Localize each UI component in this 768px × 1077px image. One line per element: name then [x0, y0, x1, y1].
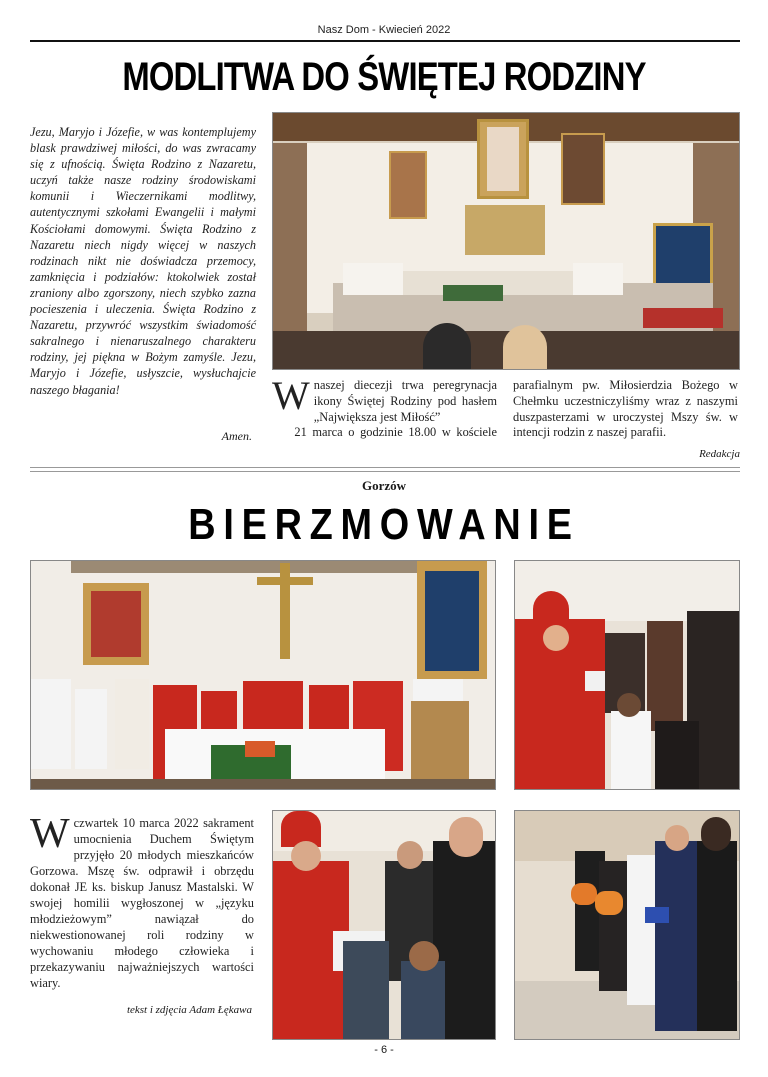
photo-youth-flowers [514, 810, 740, 1040]
article-prayer-lead: naszej diecezji trwa peregrynacja ikony Świętej Rodziny pod hasłem „Największa jest Miłość” [313, 378, 497, 424]
page-number: - 6 - [374, 1044, 394, 1056]
article-title-bierzmowanie: BIERZMOWANIE [188, 500, 580, 549]
article-prayer-body [272, 373, 738, 450]
prayer-amen: Amen. [221, 429, 252, 443]
dropcap: W [272, 373, 310, 418]
article-bierzmowanie-text: czwartek 10 marca 2022 sakrament umocnienia Duchem Świętym przyjęło 20 młodych mieszkańców Gorzowa. Mszę św. odprawił i obrzędu dokonał JE ks. biskup Janusz Mastalski. W swojej homilii wygłoszonej w „języku młodzieżowym” nawiązał do niekwestionowanej roli rodziny w wychowaniu młodego człowieka i przekazywaniu najważniejszych wartości wiary. [30, 816, 254, 990]
prayer-text: Jezu, Maryjo i Józefie, w was kontemplujemy blask prawdziwej miłości, do was zwracamy się z ufnością. Święta Rodzino z Nazaretu, uczyń także nasze rodziny środowiskami komunii i Wieczernikami modlitwy, autentycznymi szkołami Ewangelii i małymi Kościołami domowymi. Święta Rodzino z Nazaretu niech nigdy więcej w naszych rodzinach nikt nie doświadcza przemocy, zamknięcia i podziałów: ktokolwiek został zraniony albo zgorszony, niech szybko zazna pocieszenia i uleczenia. Święta Rodzino z Nazaretu, przywróć wszystkim świadomość sakralnego i nienaruszalnego charakteru rodziny, jej piękna w Bożym zamyśle. Jezu, Maryjo i Józefie, usłyszcie, wysłuchajcie naszego błagania! [30, 125, 256, 397]
article-prayer-paragraph: 21 marca o godzinie 18.00 w kościele parafialnym pw. Miłosierdzia Bożego w Chełmku uczestniczyliśmy wraz z naszymi duszpasterzami w uroczystej Mszy św. w intencji rodzin z naszej parafii. [294, 378, 738, 440]
photo-church-interior [272, 112, 740, 370]
section-kicker: Gorzów [361, 478, 407, 493]
photo-altar-mass [30, 560, 496, 790]
dropcap: W [30, 811, 70, 857]
section-divider [30, 471, 740, 472]
section-divider [30, 467, 740, 468]
article-bierzmowanie-body [30, 811, 254, 991]
running-header: Nasz Dom - Kwiecień 2022 [317, 24, 451, 36]
article-title-prayer: MODLITWA DO ŚWIĘTEJ RODZINY [122, 55, 646, 99]
header-rule [30, 40, 740, 42]
photo-credit: tekst i zdjęcia Adam Łękawa [126, 1004, 252, 1016]
photo-bishop-blessing [514, 560, 740, 790]
article-signature: Redakcja [699, 448, 740, 460]
photo-confirmation-youth [272, 810, 496, 1040]
